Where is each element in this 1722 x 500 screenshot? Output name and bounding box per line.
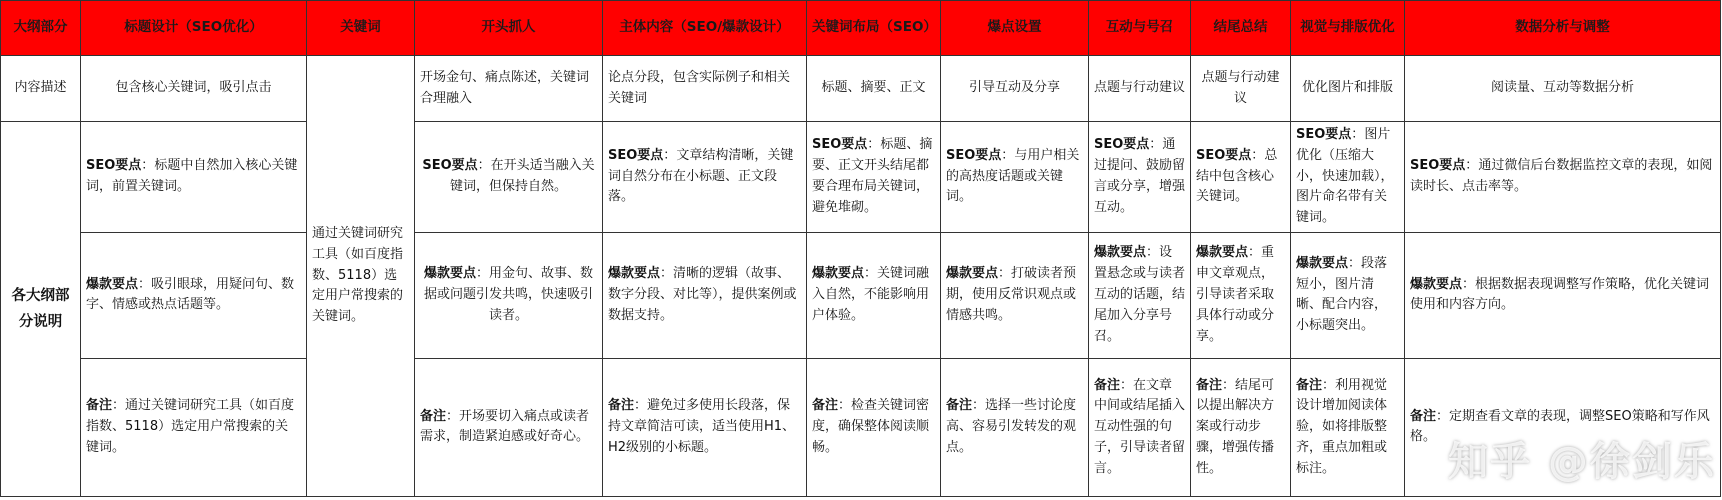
header-cell-interaction: 互动与号召	[1089, 1, 1191, 56]
content-cell: 论点分段，包含实际例子和相关关键词	[603, 56, 807, 122]
seo-cell: SEO要点：在开头适当融入关键词，但保持自然。	[415, 122, 603, 233]
seo-label: SEO要点	[1410, 158, 1466, 174]
content-cell: 点题与行动建议	[1191, 56, 1291, 122]
viral-label: 爆款要点	[1196, 245, 1249, 261]
viral-label: 爆款要点	[1296, 255, 1349, 271]
row-label-section: 各大纲部分说明	[1, 122, 81, 497]
viral-label: 爆款要点	[608, 266, 661, 282]
note-cell: 备注：开场要切入痛点或读者需求，制造紧迫感或好奇心。	[415, 358, 603, 496]
viral-cell: 爆款要点：用金句、故事、数据或问题引发共鸣，快速吸引读者。	[415, 232, 603, 358]
content-cell: 阅读量、互动等数据分析	[1405, 56, 1721, 122]
viral-cell: 爆款要点：设置悬念或与读者互动的话题，结尾加入分享号召。	[1089, 232, 1191, 358]
note-cell: 备注：通过关键词研究工具（如百度指数、5118）选定用户常搜索的关键词。	[81, 358, 307, 496]
note-label: 备注	[86, 398, 113, 414]
content-row	[1, 56, 1721, 122]
note-cell: 备注：结尾可以提出解决方案或行动步骤，增强传播性。	[1191, 358, 1291, 496]
header-cell-title-design: 标题设计（SEO优化）	[81, 1, 307, 56]
seo-label: SEO要点	[1196, 147, 1252, 163]
viral-label: 爆款要点	[812, 266, 865, 282]
viral-cell: 爆款要点：段落短小，图片清晰、配合内容，小标题突出。	[1291, 232, 1405, 358]
seo-cell: SEO要点：总结中包含核心关键词。	[1191, 122, 1291, 233]
viral-label: 爆款要点	[86, 276, 139, 292]
header-cell-outline: 大纲部分	[1, 1, 81, 56]
note-cell: 备注：选择一些讨论度高、容易引发转发的观点。	[941, 358, 1089, 496]
content-cell: 优化图片和排版	[1291, 56, 1405, 122]
seo-label: SEO要点	[86, 158, 142, 174]
content-cell: 点题与行动建议	[1089, 56, 1191, 122]
seo-label: SEO要点	[422, 158, 478, 174]
content-cell: 包含核心关键词，吸引点击	[81, 56, 307, 122]
header-cell-analytics: 数据分析与调整	[1405, 1, 1721, 56]
viral-cell: 爆款要点：重申文章观点，引导读者采取具体行动或分享。	[1191, 232, 1291, 358]
header-cell-visual: 视觉与排版优化	[1291, 1, 1405, 56]
header-cell-keyword-layout: 关键词布局（SEO）	[807, 1, 941, 56]
seo-cell: SEO要点：文章结构清晰，关键词自然分布在小标题、正文段落。	[603, 122, 807, 233]
content-cell: 开场金句、痛点陈述，关键词合理融入	[415, 56, 603, 122]
viral-label: 爆款要点	[1410, 276, 1463, 292]
viral-label: 爆款要点	[946, 266, 999, 282]
note-label: 备注	[1196, 377, 1223, 393]
seo-label: SEO要点	[812, 137, 868, 153]
note-row	[1, 358, 1721, 496]
keyword-cell: 通过关键词研究工具（如百度指数、5118）选定用户常搜索的关键词。	[307, 56, 415, 497]
note-label: 备注	[1410, 408, 1437, 424]
viral-cell: 爆款要点：根据数据表现调整写作策略，优化关键词使用和内容方向。	[1405, 232, 1721, 358]
note-label: 备注	[608, 398, 635, 414]
viral-label: 爆款要点	[423, 266, 476, 282]
seo-cell: SEO要点：标题、摘要、正文开头结尾都要合理布局关键词，避免堆砌。	[807, 122, 941, 233]
header-row	[1, 1, 1721, 56]
viral-cell: 爆款要点：清晰的逻辑（故事、数字分段、对比等），提供案例或数据支持。	[603, 232, 807, 358]
content-cell: 标题、摘要、正文	[807, 56, 941, 122]
header-cell-hotspot: 爆点设置	[941, 1, 1089, 56]
content-cell: 引导互动及分享	[941, 56, 1089, 122]
viral-cell: 爆款要点：打破读者预期，使用反常识观点或情感共鸣。	[941, 232, 1089, 358]
watermark: 知乎 @徐剑乐	[1448, 439, 1716, 485]
seo-cell: SEO要点：通过提问、鼓励留言或分享，增强互动。	[1089, 122, 1191, 233]
note-cell: 备注：在文章中间或结尾插入互动性强的句子，引导读者留言。	[1089, 358, 1191, 496]
header-cell-opening: 开头抓人	[415, 1, 603, 56]
note-label: 备注	[812, 398, 839, 414]
note-cell: 备注：检查关键词密度，确保整体阅读顺畅。	[807, 358, 941, 496]
note-label: 备注	[1296, 377, 1323, 393]
seo-cell: SEO要点：标题中自然加入核心关键词，前置关键词。	[81, 122, 307, 233]
note-label: 备注	[1094, 377, 1121, 393]
seo-cell: SEO要点：与用户相关的高热度话题或关键词。	[941, 122, 1089, 233]
viral-row	[1, 232, 1721, 358]
header-cell-keywords: 关键词	[307, 1, 415, 56]
header-cell-conclusion: 结尾总结	[1191, 1, 1291, 56]
seo-label: SEO要点	[1094, 137, 1150, 153]
header-cell-main-content: 主体内容（SEO/爆款设计）	[603, 1, 807, 56]
row-label-content: 内容描述	[1, 56, 81, 122]
seo-label: SEO要点	[608, 147, 664, 163]
seo-label: SEO要点	[946, 147, 1002, 163]
viral-cell: 爆款要点：吸引眼球，用疑问句、数字、情感或热点话题等。	[81, 232, 307, 358]
viral-cell: 爆款要点：关键词融入自然，不能影响用户体验。	[807, 232, 941, 358]
note-cell: 备注：避免过多使用长段落，保持文章简洁可读，适当使用H1、H2级别的小标题。	[603, 358, 807, 496]
note-label: 备注	[420, 408, 447, 424]
seo-cell: SEO要点：图片优化（压缩大小，快速加载），图片命名带有关键词。	[1291, 122, 1405, 233]
seo-cell: SEO要点：通过微信后台数据监控文章的表现，如阅读时长、点击率等。	[1405, 122, 1721, 233]
seo-label: SEO要点	[1296, 127, 1352, 142]
note-cell: 备注：定期查看文章的表现，调整SEO策略和写作风格。	[1405, 358, 1721, 496]
note-label: 备注	[946, 398, 973, 414]
note-cell: 备注：利用视觉设计增加阅读体验，如将排版整齐，重点加粗或标注。	[1291, 358, 1405, 496]
viral-label: 爆款要点	[1094, 245, 1147, 261]
seo-row	[1, 122, 1721, 233]
